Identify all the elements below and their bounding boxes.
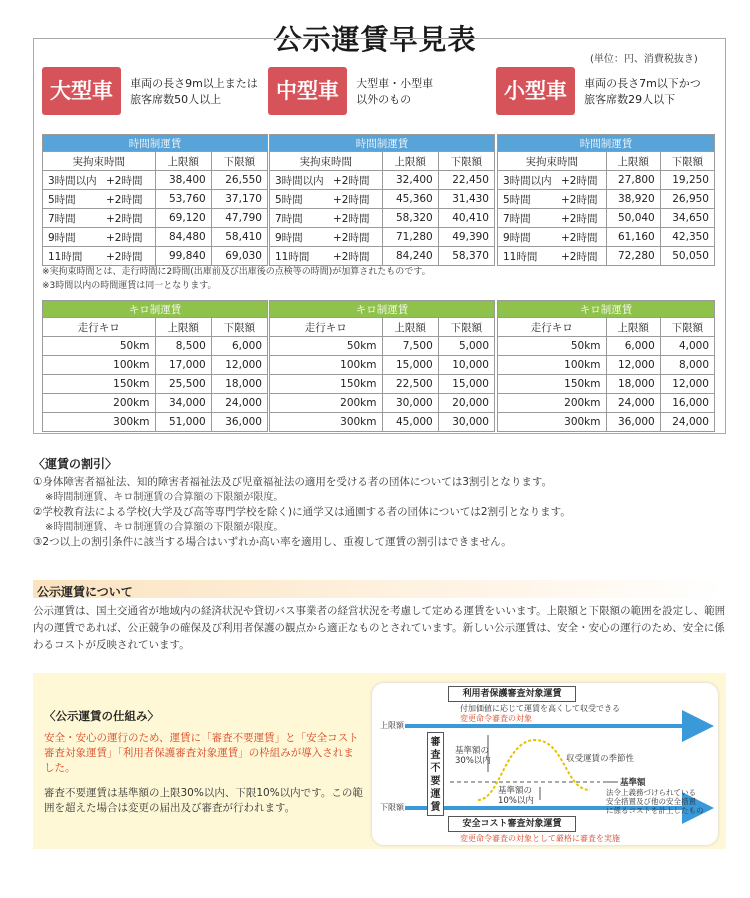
table-row xyxy=(498,247,715,266)
row-label: 300km xyxy=(43,413,156,432)
vehicle-desc: 車両の長さ9m以上または 旅客席数50人以上 xyxy=(130,77,258,106)
table-caption: 時間制運賃 xyxy=(43,135,268,152)
vehicle-badge: 大型車 xyxy=(42,67,121,115)
table-row xyxy=(498,356,715,375)
base-desc: 法令上義務づけられている 安全措置及び他の安全措置 に係るコストを計上したもの xyxy=(606,788,704,815)
col-header: 下限額 xyxy=(660,318,714,337)
table-caption: 時間制運賃 xyxy=(498,135,715,152)
upper-amount: 25,500 xyxy=(155,375,211,394)
review-free-label: 審 査 不 要 運 賃 xyxy=(430,737,441,813)
row-label: 11時間 +2時間 xyxy=(43,247,156,266)
table-caption: キロ制運賃 xyxy=(43,301,268,318)
row-label: 150km xyxy=(498,375,607,394)
table-caption: 時間制運賃 xyxy=(270,135,495,152)
col-header: 下限額 xyxy=(660,152,714,171)
col-header: 下限額 xyxy=(438,318,494,337)
lower-amount: 22,450 xyxy=(438,171,494,190)
row-label: 50km xyxy=(270,337,383,356)
safety-cost-red: 変更命令審査の対象として厳格に審査を実施 xyxy=(460,834,620,843)
table-row xyxy=(270,228,495,247)
upper-amount: 38,400 xyxy=(155,171,211,190)
lower-amount: 30,000 xyxy=(438,413,494,432)
row-label: 5時間 +2時間 xyxy=(43,190,156,209)
table-row xyxy=(43,394,268,413)
upper-amount: 84,480 xyxy=(155,228,211,247)
table-row xyxy=(498,190,715,209)
km-fare-table-small xyxy=(497,300,715,432)
table-row xyxy=(270,356,495,375)
table-row xyxy=(43,413,268,432)
upper-amount: 45,360 xyxy=(382,190,438,209)
time-note: ※3時間以内の時間運賃は同一となります。 xyxy=(42,281,217,291)
lower-amount: 12,000 xyxy=(211,356,267,375)
table-row xyxy=(43,337,268,356)
vehicle-header-medium xyxy=(268,67,433,115)
km-fare-table-medium xyxy=(269,300,495,432)
discount-list xyxy=(33,475,571,550)
discount-title: 〈運賃の割引〉 xyxy=(33,457,118,471)
seasonal-label: 収受運賃の季節性 xyxy=(566,754,635,764)
mechanism-body: 審査不要運賃は基準額の上限30%以内、下限10%以内です。この範囲を超えた場合は変更の届出及び審査が行われます。 xyxy=(44,787,363,814)
table-row xyxy=(498,375,715,394)
time-fare-table-large xyxy=(42,134,268,266)
lower-amount: 5,000 xyxy=(438,337,494,356)
col-header: 走行キロ xyxy=(498,318,607,337)
safety-cost-box: 安全コスト審査対象運賃 xyxy=(448,816,576,832)
base-label: 基準額 xyxy=(620,778,646,788)
col-header: 下限額 xyxy=(438,152,494,171)
vehicle-header-large xyxy=(42,67,258,115)
lower-amount: 47,790 xyxy=(211,209,267,228)
row-label: 7時間 +2時間 xyxy=(498,209,607,228)
table-row xyxy=(43,356,268,375)
row-label: 11時間 +2時間 xyxy=(270,247,383,266)
col-header: 上限額 xyxy=(606,318,660,337)
table-row xyxy=(43,228,268,247)
row-label: 200km xyxy=(270,394,383,413)
about-body: 公示運賃は、国土交通省が地域内の経済状況や貸切バス事業者の経営状況を考慮して定める運賃をいいます。上限額と下限額の範囲を設定し、範囲内の運賃であれば、公正競争の確保及び利用者保護の観点から適正なものとされています。新しい公示運賃は、安全・安心の運行のため、安全に係わるコストが反映されています。 xyxy=(33,605,726,651)
lower-amount: 16,000 xyxy=(660,394,714,413)
table-row xyxy=(43,375,268,394)
discount-item: ②学校教育法による学校(大学及び高等専門学校を除く)に通学又は通園する者の団体については2割引となります。 xyxy=(33,506,571,518)
table-row xyxy=(270,247,495,266)
upper-amount: 53,760 xyxy=(155,190,211,209)
row-label: 3時間以内 +2時間 xyxy=(43,171,156,190)
upper-amount: 45,000 xyxy=(382,413,438,432)
upper-amount: 30,000 xyxy=(382,394,438,413)
lower-amount: 24,000 xyxy=(660,413,714,432)
lower-amount: 69,030 xyxy=(211,247,267,266)
row-label: 50km xyxy=(43,337,156,356)
lower-amount: 31,430 xyxy=(438,190,494,209)
table-row xyxy=(270,190,495,209)
discount-note: ※時間制運賃、キロ制運賃の合算額の下限額が限度。 xyxy=(45,522,284,533)
upper-amount: 17,000 xyxy=(155,356,211,375)
col-header: 上限額 xyxy=(606,152,660,171)
about-title: 公示運賃について xyxy=(37,585,133,599)
table-caption: キロ制運賃 xyxy=(498,301,715,318)
row-label: 9時間 +2時間 xyxy=(270,228,383,247)
upper-amount: 99,840 xyxy=(155,247,211,266)
lower-amount: 19,250 xyxy=(660,171,714,190)
lower-amount: 50,050 xyxy=(660,247,714,266)
col-header: 実拘束時間 xyxy=(498,152,607,171)
upper-amount: 36,000 xyxy=(606,413,660,432)
discount-item: ①身体障害者福祉法、知的障害者福祉法及び児童福祉法の適用を受ける者の団体については3割引となります。 xyxy=(33,476,553,488)
page-title: 公示運賃早見表 xyxy=(273,23,477,56)
col-header: 上限額 xyxy=(382,152,438,171)
row-label: 150km xyxy=(270,375,383,394)
row-label: 200km xyxy=(43,394,156,413)
table-row xyxy=(270,171,495,190)
upper-amount: 7,500 xyxy=(382,337,438,356)
upper-amount: 84,240 xyxy=(382,247,438,266)
upper-amount: 12,000 xyxy=(606,356,660,375)
user-protection-desc: 付加価値に応じて運賃を高くして収受できる xyxy=(460,704,620,713)
upper-amount: 27,800 xyxy=(606,171,660,190)
mechanism-title: 〈公示運賃の仕組み〉 xyxy=(44,709,159,723)
about-title-bar xyxy=(33,580,726,598)
row-label: 100km xyxy=(43,356,156,375)
discount-note: ※時間制運賃、キロ制運賃の合算額の下限額が限度。 xyxy=(45,492,284,503)
table-row xyxy=(498,228,715,247)
table-row xyxy=(43,171,268,190)
upper-amount: 50,040 xyxy=(606,209,660,228)
vehicle-desc: 大型車・小型車 以外のもの xyxy=(356,77,434,106)
upper-amount: 18,000 xyxy=(606,375,660,394)
upper-amount: 34,000 xyxy=(155,394,211,413)
lower-amount: 20,000 xyxy=(438,394,494,413)
col-header: 下限額 xyxy=(211,152,267,171)
row-label: 5時間 +2時間 xyxy=(498,190,607,209)
lower-amount: 58,370 xyxy=(438,247,494,266)
upper-amount: 58,320 xyxy=(382,209,438,228)
user-protection-box: 利用者保護審査対象運賃 xyxy=(448,686,576,702)
row-label: 11時間 +2時間 xyxy=(498,247,607,266)
col-header: 走行キロ xyxy=(270,318,383,337)
upper-amount: 24,000 xyxy=(606,394,660,413)
lower-amount: 26,550 xyxy=(211,171,267,190)
upper-amount: 6,000 xyxy=(606,337,660,356)
vehicle-header-small xyxy=(496,67,701,115)
lower-amount: 42,350 xyxy=(660,228,714,247)
upper-amount: 32,400 xyxy=(382,171,438,190)
row-label: 3時間以内 +2時間 xyxy=(498,171,607,190)
lower-amount: 24,000 xyxy=(211,394,267,413)
lower-amount: 4,000 xyxy=(660,337,714,356)
table-row xyxy=(498,394,715,413)
row-label: 9時間 +2時間 xyxy=(498,228,607,247)
row-label: 300km xyxy=(270,413,383,432)
km-fare-table-large xyxy=(42,300,268,432)
upper-amount: 51,000 xyxy=(155,413,211,432)
table-row xyxy=(43,209,268,228)
lower-amount: 10,000 xyxy=(438,356,494,375)
upper-percent: 基準額の 30%以内 xyxy=(455,746,491,766)
unit-note: (単位：円、消費税抜き) xyxy=(590,54,698,65)
lower-amount: 15,000 xyxy=(438,375,494,394)
table-row xyxy=(498,337,715,356)
col-header: 実拘束時間 xyxy=(270,152,383,171)
vehicle-badge: 小型車 xyxy=(496,67,575,115)
upper-amount: 15,000 xyxy=(382,356,438,375)
row-label: 150km xyxy=(43,375,156,394)
table-row xyxy=(270,413,495,432)
lower-amount: 49,390 xyxy=(438,228,494,247)
table-row xyxy=(498,171,715,190)
lower-percent: 基準額の 10%以内 xyxy=(498,786,534,806)
upper-amount: 61,160 xyxy=(606,228,660,247)
row-label: 7時間 +2時間 xyxy=(43,209,156,228)
table-caption: キロ制運賃 xyxy=(270,301,495,318)
table-row xyxy=(270,394,495,413)
review-free-box xyxy=(427,732,444,816)
row-label: 7時間 +2時間 xyxy=(270,209,383,228)
mechanism-highlight: 安全・安心の運行のため、運賃に「審査不要運賃」と「安全コスト審査対象運賃」「利用者保護審査対象運賃」の枠組みが導入されました。 xyxy=(44,732,359,774)
upper-amount: 69,120 xyxy=(155,209,211,228)
col-header: 走行キロ xyxy=(43,318,156,337)
lower-amount: 58,410 xyxy=(211,228,267,247)
time-fare-table-medium xyxy=(269,134,495,266)
row-label: 100km xyxy=(498,356,607,375)
row-label: 9時間 +2時間 xyxy=(43,228,156,247)
discount-item: ③2つ以上の割引条件に該当する場合はいずれか高い率を適用し、重複して運賃の割引はできません。 xyxy=(33,536,512,548)
lower-amount: 37,170 xyxy=(211,190,267,209)
row-label: 300km xyxy=(498,413,607,432)
lower-amount: 34,650 xyxy=(660,209,714,228)
upper-limit-label: 上限額 xyxy=(380,721,404,730)
upper-amount: 8,500 xyxy=(155,337,211,356)
upper-amount: 38,920 xyxy=(606,190,660,209)
row-label: 3時間以内 +2時間 xyxy=(270,171,383,190)
table-row xyxy=(270,375,495,394)
row-label: 50km xyxy=(498,337,607,356)
lower-amount: 8,000 xyxy=(660,356,714,375)
col-header: 上限額 xyxy=(155,152,211,171)
table-row xyxy=(43,190,268,209)
col-header: 上限額 xyxy=(382,318,438,337)
row-label: 5時間 +2時間 xyxy=(270,190,383,209)
lower-amount: 40,410 xyxy=(438,209,494,228)
table-row xyxy=(498,209,715,228)
lower-amount: 36,000 xyxy=(211,413,267,432)
vehicle-badge: 中型車 xyxy=(268,67,347,115)
table-row xyxy=(498,413,715,432)
table-row xyxy=(270,337,495,356)
table-row xyxy=(43,247,268,266)
col-header: 実拘束時間 xyxy=(43,152,156,171)
col-header: 下限額 xyxy=(211,318,267,337)
user-protection-red: 変更命令審査の対象 xyxy=(460,714,532,723)
table-row xyxy=(270,209,495,228)
lower-amount: 6,000 xyxy=(211,337,267,356)
row-label: 200km xyxy=(498,394,607,413)
col-header: 上限額 xyxy=(155,318,211,337)
time-fare-table-small xyxy=(497,134,715,266)
row-label: 100km xyxy=(270,356,383,375)
upper-amount: 72,280 xyxy=(606,247,660,266)
lower-amount: 26,950 xyxy=(660,190,714,209)
lower-amount: 18,000 xyxy=(211,375,267,394)
time-note: ※実拘束時間とは、走行時間に2時間(出庫前及び出庫後の点検等の時間)が加算されたものです。 xyxy=(42,267,431,277)
lower-amount: 12,000 xyxy=(660,375,714,394)
vehicle-desc: 車両の長さ7m以下かつ 旅客席数29人以下 xyxy=(584,77,701,106)
upper-amount: 71,280 xyxy=(382,228,438,247)
lower-limit-label: 下限額 xyxy=(380,803,404,812)
upper-amount: 22,500 xyxy=(382,375,438,394)
